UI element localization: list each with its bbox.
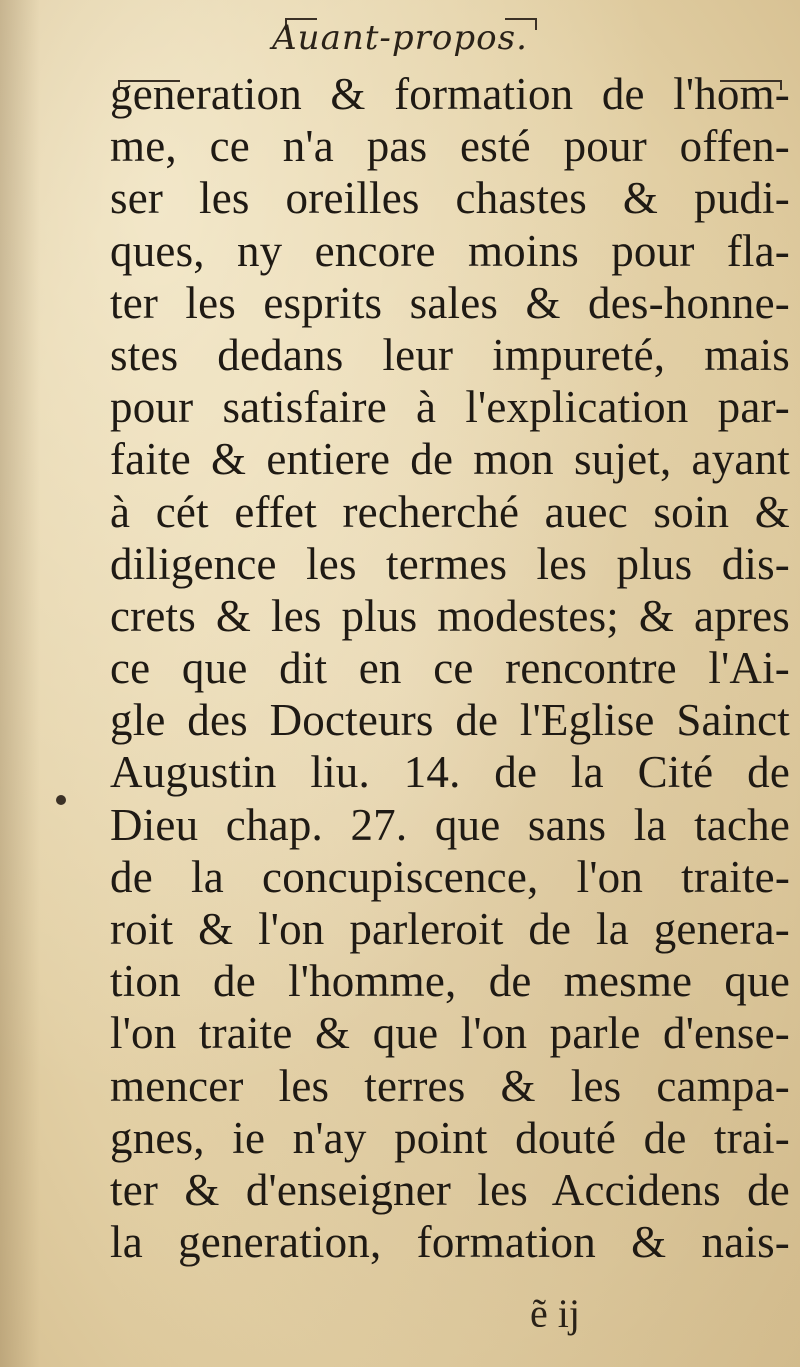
text-line: diligence les termes les plus dis- bbox=[110, 538, 790, 589]
text-line: de la concupiscence, l'on traite- bbox=[110, 851, 790, 902]
text-line: roit & l'on parleroit de la genera- bbox=[110, 904, 790, 954]
text-line: la generation, formation & nais- bbox=[110, 1217, 790, 1268]
text-line: Augustin liu. 14. de la Cité de bbox=[110, 747, 790, 798]
text-line: gle des Docteurs de l'Eglise Sainct bbox=[110, 695, 790, 746]
text-line: mencer les terres & les campa- bbox=[110, 1060, 790, 1111]
text-line: stes dedans leur impureté, mais bbox=[110, 329, 790, 380]
text-line: pour satisfaire à l'explication par- bbox=[110, 382, 790, 433]
signature-mark: ẽ ij bbox=[530, 1291, 580, 1336]
body-text bbox=[110, 68, 790, 1268]
page-edge-shadow bbox=[0, 0, 40, 1367]
text-line: faite & entiere de mon sujet, ayant bbox=[110, 434, 790, 485]
text-line: me, ce n'a pas esté pour offen- bbox=[110, 121, 790, 172]
running-head: Auant-propos. bbox=[272, 18, 528, 58]
text-line: gnes, ie n'ay point douté de trai- bbox=[110, 1112, 790, 1163]
text-line: Dieu chap. 27. que sans la tache bbox=[110, 799, 790, 850]
text-line: crets & les plus modestes; & apres bbox=[110, 590, 790, 641]
text-line: ter & d'enseigner les Accidens de bbox=[110, 1164, 790, 1215]
margin-ink-dot bbox=[56, 795, 66, 805]
text-line: ce que dit en ce rencontre l'Ai- bbox=[110, 643, 790, 694]
text-line: l'on traite & que l'on parle d'ense- bbox=[110, 1008, 790, 1059]
text-line: ser les oreilles chastes & pudi- bbox=[110, 173, 790, 224]
text-line: generation & formation de l'hom- bbox=[110, 69, 790, 119]
text-line: ter les esprits sales & des-honne- bbox=[110, 277, 790, 328]
text-line: ques, ny encore moins pour fla- bbox=[110, 225, 790, 276]
text-line: à cét effet recherché auec soin & bbox=[110, 486, 790, 537]
text-line: tion de l'homme, de mesme que bbox=[110, 956, 790, 1007]
